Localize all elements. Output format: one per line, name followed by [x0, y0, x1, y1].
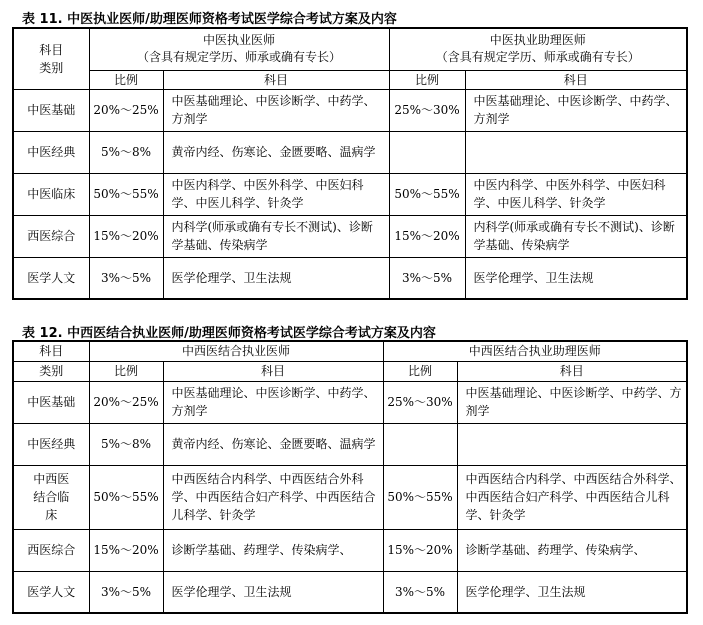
table-row [13, 257, 687, 299]
subject-cell: 中西医结合内科学、中西医结合外科学、中西医结合妇产科学、中西医结合儿科学、针灸学 [163, 465, 383, 529]
subject-cell [465, 131, 687, 173]
ratio-cell: 15%～20% [389, 215, 465, 257]
ratio-cell [383, 423, 457, 465]
subject-cell [457, 423, 687, 465]
subject-cell: 中西医结合内科学、中西医结合外科学、中西医结合妇产科学、中西医结合儿科学、针灸学 [457, 465, 687, 529]
group1-title: 中西医结合执业医师 [89, 341, 383, 361]
category-cell: 中医经典 [13, 423, 89, 465]
category-cell: 中医经典 [13, 131, 89, 173]
ratio-cell: 50%～55% [89, 465, 163, 529]
subject-cell: 中医内科学、中医外科学、中医妇科学、中医儿科学、针灸学 [163, 173, 389, 215]
table-row [13, 131, 687, 173]
subject-cell: 诊断学基础、药理学、传染病学、 [457, 529, 687, 571]
corner-header [13, 28, 89, 89]
ratio-cell: 15%～20% [89, 529, 163, 571]
table-row [13, 173, 687, 215]
table-12 [12, 340, 688, 614]
subject-cell: 中医基础理论、中医诊断学、中药学、方剂学 [163, 89, 389, 131]
ratio-cell: 15%～20% [89, 215, 163, 257]
subject-cell: 诊断学基础、药理学、传染病学、 [163, 529, 383, 571]
subject-header-2: 科目 [457, 361, 687, 381]
ratio-cell: 50%～55% [383, 465, 457, 529]
ratio-cell: 50%～55% [89, 173, 163, 215]
group2-title: 中西医结合执业助理医师 [383, 341, 687, 361]
subject-cell: 中医基础理论、中医诊断学、中药学、方剂学 [465, 89, 687, 131]
group2-header [389, 28, 687, 70]
table-row [13, 381, 687, 423]
ratio-cell: 3%～5% [383, 571, 457, 613]
ratio-cell: 5%～8% [89, 423, 163, 465]
category-cell: 西医综合 [13, 529, 89, 571]
table-row [13, 215, 687, 257]
group2-title: 中医执业助理医师 [489, 33, 586, 48]
group2-sub: （含具有规定学历、师承或确有专长） [435, 50, 640, 65]
table-row [13, 571, 687, 613]
table-11-caption: 表 11. 中医执业医师/助理医师资格考试医学综合考试方案及内容 [22, 12, 397, 27]
subject-cell: 中医基础理论、中医诊断学、中药学、方剂学 [163, 381, 383, 423]
group1-sub: （含具有规定学历、师承或确有专长） [136, 50, 341, 65]
subject-cell: 黄帝内经、伤寒论、金匮要略、温病学 [163, 423, 383, 465]
corner-line1: 科目 [39, 42, 64, 57]
ratio-header-1: 比例 [89, 70, 163, 89]
subject-header-1: 科目 [163, 70, 389, 89]
ratio-cell: 25%～30% [389, 89, 465, 131]
category-cell: 西医综合 [13, 215, 89, 257]
subject-cell: 内科学(师承或确有专长不测试)、诊断学基础、传染病学 [163, 215, 389, 257]
subject-cell: 中医基础理论、中医诊断学、中药学、方剂学 [457, 381, 687, 423]
ratio-cell: 3%～5% [89, 257, 163, 299]
ratio-header-2: 比例 [383, 361, 457, 381]
ratio-cell: 3%～5% [389, 257, 465, 299]
category-cell: 医学人文 [13, 571, 89, 613]
corner-line1: 科目 [13, 341, 89, 361]
subject-cell: 医学伦理学、卫生法规 [457, 571, 687, 613]
ratio-header-2: 比例 [389, 70, 465, 89]
category-cell: 中西医结合临床 [13, 465, 89, 529]
subject-header-1: 科目 [163, 361, 383, 381]
ratio-header-1: 比例 [89, 361, 163, 381]
ratio-cell [389, 131, 465, 173]
ratio-cell: 50%～55% [389, 173, 465, 215]
ratio-cell: 20%～25% [89, 381, 163, 423]
corner-line2: 类别 [13, 361, 89, 381]
category-cell: 医学人文 [13, 257, 89, 299]
subject-cell: 医学伦理学、卫生法规 [163, 571, 383, 613]
subject-cell: 中医内科学、中医外科学、中医妇科学、中医儿科学、针灸学 [465, 173, 687, 215]
category-cell: 中医基础 [13, 381, 89, 423]
subject-header-2: 科目 [465, 70, 687, 89]
subject-cell: 内科学(师承或确有专长不测试)、诊断学基础、传染病学 [465, 215, 687, 257]
ratio-cell: 3%～5% [89, 571, 163, 613]
ratio-cell: 20%～25% [89, 89, 163, 131]
table-row [13, 89, 687, 131]
subject-cell: 医学伦理学、卫生法规 [465, 257, 687, 299]
ratio-cell: 25%～30% [383, 381, 457, 423]
corner-line2: 类别 [39, 60, 64, 75]
table-row [13, 423, 687, 465]
group1-header [89, 28, 389, 70]
subject-cell: 医学伦理学、卫生法规 [163, 257, 389, 299]
ratio-cell: 5%～8% [89, 131, 163, 173]
category-cell: 中医临床 [13, 173, 89, 215]
category-cell: 中医基础 [13, 89, 89, 131]
table-row [13, 465, 687, 529]
table-row [13, 529, 687, 571]
table-11 [12, 27, 688, 300]
group1-title: 中医执业医师 [202, 33, 275, 48]
table-12-caption: 表 12. 中西医结合执业医师/助理医师资格考试医学综合考试方案及内容 [22, 326, 436, 341]
ratio-cell: 15%～20% [383, 529, 457, 571]
subject-cell: 黄帝内经、伤寒论、金匮要略、温病学 [163, 131, 389, 173]
